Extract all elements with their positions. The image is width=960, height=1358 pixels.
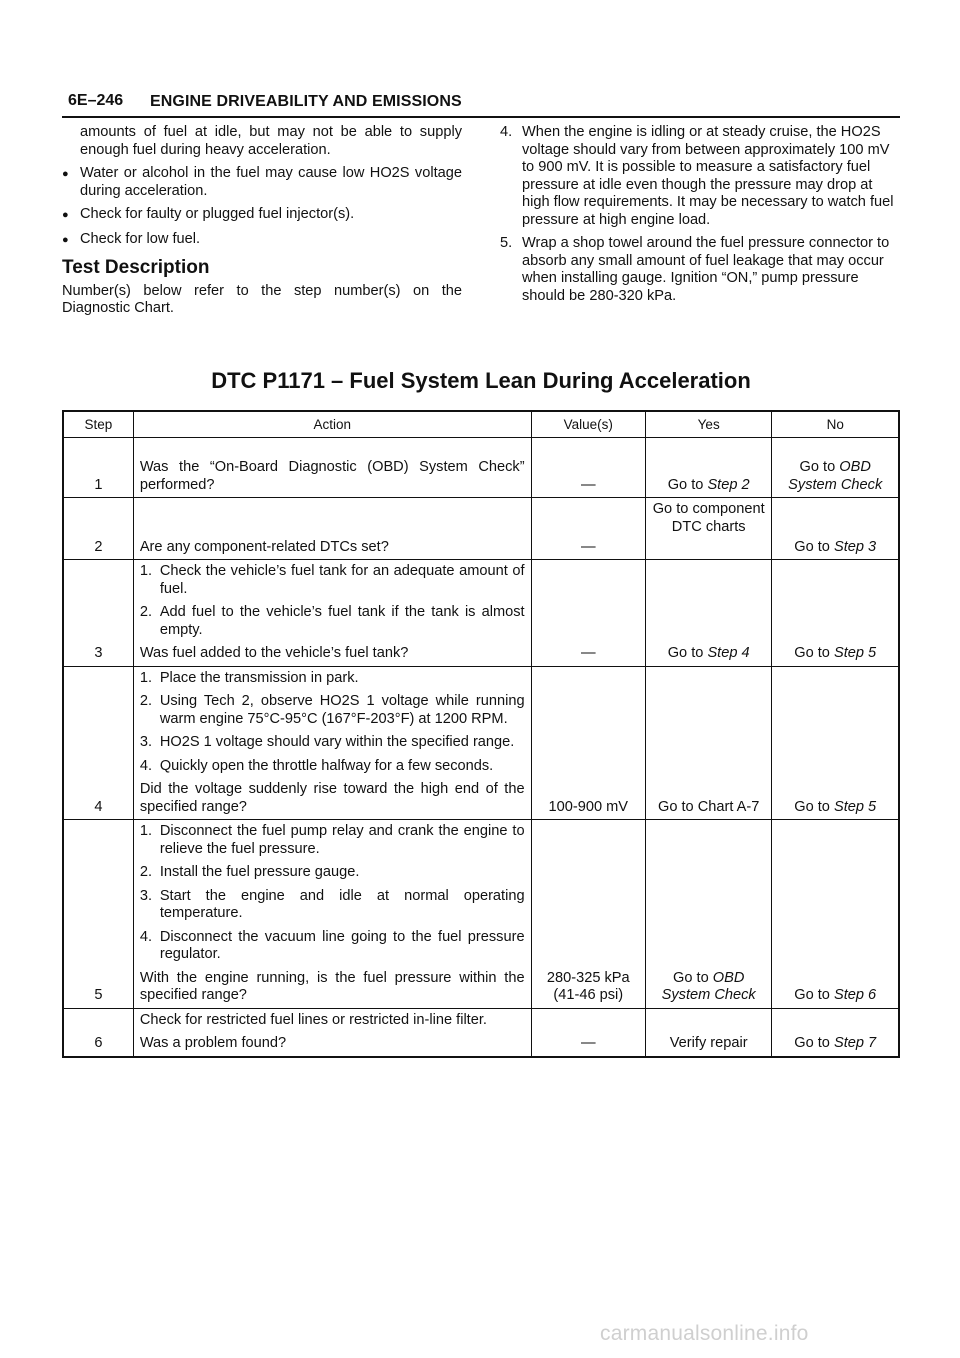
action-cell: 1. Disconnect the fuel pump relay and crank the engine to relieve the fuel pressure. 2. Install the fuel pressure gauge. 3. Start the engine and idle at normal operating temperature. 4. Disconnect the vacuum line going to the fuel pressure regulator. With the engine running, is the fuel pressure within the specified range? — [133, 820, 531, 1009]
step-number: 2 — [63, 498, 133, 560]
bullet-icon: ● — [62, 233, 69, 246]
yes-cell: Verify repair — [645, 1008, 772, 1057]
bullet-icon: ● — [62, 209, 69, 221]
step-number: 1 — [63, 438, 133, 498]
step-number: 5 — [63, 820, 133, 1009]
value-cell: — — [531, 438, 645, 498]
value-cell: — — [531, 498, 645, 560]
action-cell: Was the “On-Board Diagnostic (OBD) System Check” performed? — [133, 438, 531, 498]
action-cell: Are any component-related DTCs set? — [133, 498, 531, 560]
diagnostic-chart-title: DTC P1171 – Fuel System Lean During Acceleration — [211, 368, 751, 393]
table-header-row — [63, 411, 899, 438]
bullet-item: ● Check for faulty or plugged fuel injector(s). — [62, 206, 462, 225]
header-yes: Yes — [645, 411, 772, 438]
numbered-note: 5. Wrap a shop towel around the fuel pressure connector to absorb any small amount of fuel leakage that may occur when installing gauge. Ignition “ON,” pump pressure should be 280-320 kPa. — [500, 235, 890, 304]
watermark: carmanualsonline.info — [600, 1322, 809, 1345]
page-number: 6E–246 — [68, 92, 124, 109]
value-cell: 280-325 kPa (41-46 psi) — [531, 820, 645, 1009]
value-cell: — — [531, 560, 645, 667]
no-cell: Go to Step 5 — [772, 560, 899, 667]
no-cell: Go to Step 5 — [772, 666, 899, 820]
no-cell: Go to Step 6 — [772, 820, 899, 1009]
bullet-icon: ● — [62, 168, 69, 180]
table-row — [63, 438, 899, 498]
test-description-text: Number(s) below refer to the step number(s) on the Diagnostic Chart. — [62, 282, 462, 316]
no-cell: Go to OBD System Check — [772, 438, 899, 498]
test-description-heading: Test Description — [62, 257, 210, 278]
action-cell: Check for restricted fuel lines or restricted in-line filter. Was a problem found? — [133, 1008, 531, 1057]
yes-cell: Go to OBD System Check — [645, 820, 772, 1009]
diagnostic-table — [62, 410, 900, 1058]
step-number: 6 — [63, 1008, 133, 1057]
table-row — [63, 1008, 899, 1057]
no-cell: Go to Step 7 — [772, 1008, 899, 1057]
header-action: Action — [133, 411, 531, 438]
table-row — [63, 560, 899, 667]
header-no: No — [772, 411, 899, 438]
table-row — [63, 498, 899, 560]
yes-cell: Go to component DTC charts — [645, 498, 772, 560]
bullet-item: ● Water or alcohol in the fuel may cause low HO2S voltage during acceleration. — [62, 165, 462, 199]
action-cell: 1. Place the transmission in park. 2. Using Tech 2, observe HO2S 1 voltage while running warm engine 75°C-95°C (167°F-203°F) at 1200 RPM. 3. HO2S 1 voltage should vary within the specified range. 4. Quickly open the throttle halfway for a few seconds. Did the voltage suddenly rise toward the high end of the specified range? — [133, 666, 531, 820]
header-step: Step — [63, 411, 133, 438]
no-cell: Go to Step 3 — [772, 498, 899, 560]
value-cell: 100-900 mV — [531, 666, 645, 820]
page-header — [62, 90, 900, 118]
value-cell: — — [531, 1008, 645, 1057]
right-column — [500, 124, 900, 311]
step-number: 3 — [63, 560, 133, 667]
yes-cell: Go to Step 2 — [645, 438, 772, 498]
section-title: ENGINE DRIVEABILITY AND EMISSIONS — [150, 93, 462, 110]
step-number: 4 — [63, 666, 133, 820]
continuation-text: amounts of fuel at idle, but may not be able to supply enough fuel during heavy acceleration. — [80, 124, 462, 158]
header-value: Value(s) — [531, 411, 645, 438]
table-row — [63, 666, 899, 820]
left-column — [62, 124, 462, 318]
yes-cell: Go to Step 4 — [645, 560, 772, 667]
yes-cell: Go to Chart A-7 — [645, 666, 772, 820]
numbered-note: 4. When the engine is idling or at steady cruise, the HO2S voltage should vary from between approximately 100 mV to 900 mV. It is possible to measure a satisfactory fuel pressure at idle even though the pressure may drop at high flow requirements. It may be necessary to watch fuel pressure at high engine load. — [500, 124, 894, 228]
action-cell: 1. Check the vehicle’s fuel tank for an adequate amount of fuel. 2. Add fuel to the vehicle’s fuel tank if the tank is almost empty. Was fuel added to the vehicle’s fuel tank? — [133, 560, 531, 667]
bullet-item: ● Check for low fuel. — [62, 231, 462, 250]
table-row — [63, 820, 899, 1009]
